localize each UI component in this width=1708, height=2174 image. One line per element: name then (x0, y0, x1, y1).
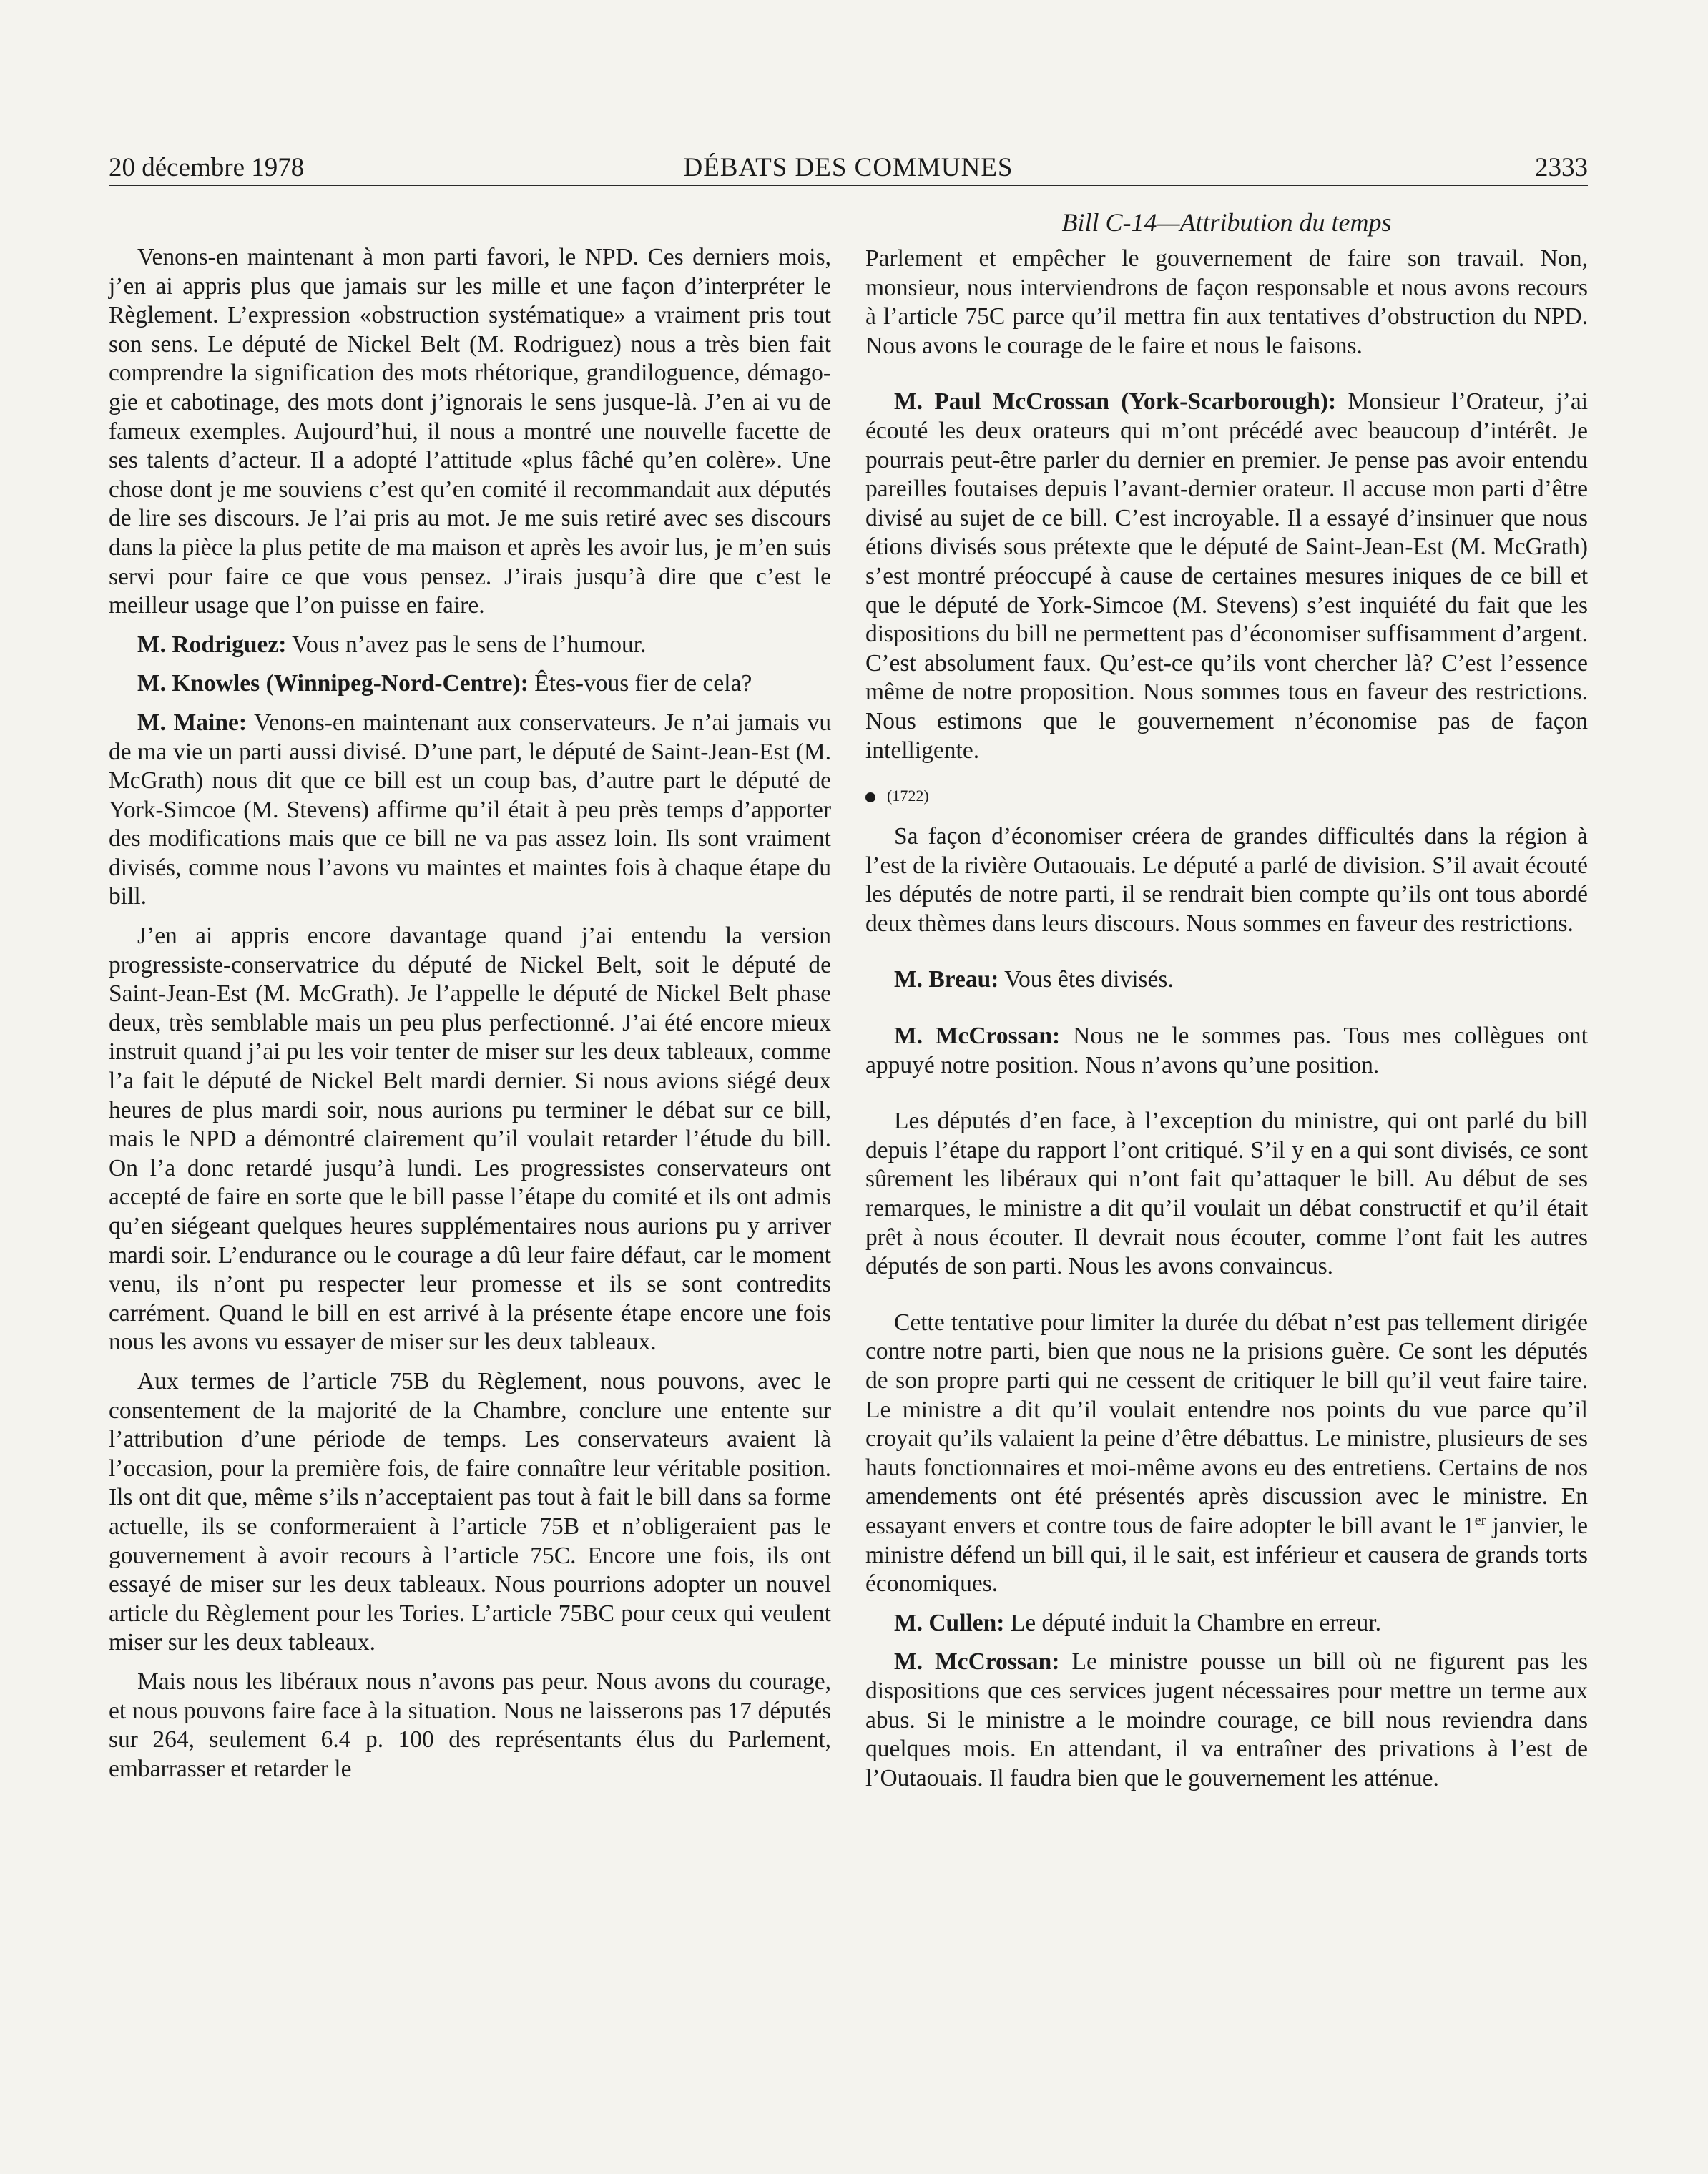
header-date: 20 décembre 1978 (109, 153, 305, 182)
speaker-name: M. McCrossan: (894, 1023, 1061, 1050)
speech-paragraph: M. Knowles (Winnipeg-Nord-Centre): Êtes-vous fier de cela? (137, 670, 752, 697)
speaker-name: M. Knowles (Winnipeg-Nord-Centre): (137, 670, 529, 697)
paragraph: Venons-en maintenant à mon parti favori, le NPD. Ces derniers mois, j’en ai appris plus que jamais sur les mille et une façon d’interpréter le Règlement. L’expression «obstruction systématique» a vraiment pris tout son sens. Le député de Nickel Belt (M. Rodriguez) nous a très bien fait comprendre la signification des mots rhétorique, grandiloguence, démagogie et cabotinage, des mots dont j’ignorais le sens jusque-là. J’en ai vu de fameux exemples. Aujourd’hui, il nous a montré une nouvelle facette de ses talents d’acteur. Il a adopté l’attitude «plus fâché qu’en colère». Une chose dont je me souviens c’est qu’en comité il recommandait aux députés de lire ses discours. Je l’ai pris au mot. Je me suis retiré avec ses discours dans la pièce la plus petite de ma maison et après les avoir lus, je m’en suis servi pour faire ce que vous pensez. J’irais jusqu’à dire que c’est le meilleur usage que l’on puisse en faire. (109, 244, 831, 619)
speech-paragraph: M. Cullen: Le député induit la Chambre en erreur. (894, 1609, 1381, 1636)
speech-paragraph: M. Breau: Vous êtes divisés. (894, 966, 1174, 993)
paragraph: Mais nous les libéraux nous n’avons pas peur. Nous avons du courage, et nous pouvons faire face à la situation. Nous ne laisserons pas 17 députés sur 264, seulement 6.4 p. 100 des représentants élus du Parlement, embarrasser et retarder le (109, 1668, 831, 1782)
right-column (865, 245, 1588, 1793)
page-header (109, 152, 1588, 186)
timestamp: (1722) (887, 787, 929, 805)
header-title: DÉBATS DES COMMUNES (683, 153, 1013, 182)
speaker-name: M. McCrossan: (894, 1648, 1060, 1676)
speech-paragraph: M. Paul McCrossan (York-Scarborough): Monsieur l’Orateur, j’ai écouté les deux orateurs qui m’ont précédé avec beaucoup d’intérêt. Je pourrais peut-être parler du dernier en premier. Je pense pas avoir entendu pareilles foutaises depuis l’avant-dernier orateur. Il accuse mon parti d’être divisé au sujet de ce bill. C’est incroyable. Il a essayé d’insinuer que nous étions divisés sous prétexte que le député de Saint-Jean-Est (M. McGrath) s’est montré préoccupé à cause de certaines mesures iniques de ce bill et que le député de York-Simcoe (M. Stevens) s’est inquiété du fait que les dispositions du bill ne permettent pas d’économiser suffisamment d’argent. C’est absolument faux. Qu’est-ce qu’ils vont chercher là? C’est l’essence même de notre proposition. Nous sommes tous en faveur des restrictions. Nous estimons que le gouvernement n’économise pas de façon intelligente. (865, 388, 1588, 764)
paragraph: Aux termes de l’article 75B du Règlement, nous pouvons, avec le consentement de la majorité de la Chambre, conclure une entente sur l’attribution d’une période de temps. Les conservateurs avaient là l’occasion, pour la première fois, de faire connaître leur véritable position. Ils ont dit que, même s’ils n’acceptaient pas tout à fait le bill dans sa forme actuelle, ils se conformeraient à l’article 75B et n’obligeraient pas le gouvernement à avoir recours à l’article 75C. Encore une fois, ils ont essayé de miser sur les deux tableaux. Nous pourrions adopter un nouvel article du Règlement pour les Tories. L’article 75BC pour ceux qui veulent miser sur les deux tableaux. (109, 1367, 831, 1656)
speaker-name: M. Breau: (894, 966, 999, 993)
speech-paragraph: M. Maine: Venons-en maintenant aux conservateurs. Je n’ai jamais vu de ma vie un parti aussi divisé. D’une part, le député de Saint-Jean-Est (M. McGrath) nous dit que ce bill est un coup bas, d’autre part le député de York-Simcoe (M. Stevens) affirme qu’il était à peu près temps d’apporter des modifications mais que ce bill ne va pas assez loin. Ils sont vraiment divisés, comme nous l’avons vu maintes et maintes fois à chaque étape du bill. (109, 709, 831, 910)
speech-paragraph: M. Rodriguez: Vous n’avez pas le sens de l’humour. (137, 631, 647, 658)
paragraph: Parlement et empêcher le gouvernement de faire son travail. Non, monsieur, nous interviendrons de façon responsable et nous avons recours à l’article 75C parce qu’il mettra fin aux tentatives d’obstruction du NPD. Nous avons le courage de le faire et nous le faisons. (865, 245, 1588, 359)
page-number: 2333 (1535, 153, 1588, 182)
speaker-name: M. Cullen: (894, 1609, 1005, 1636)
speech-paragraph: M. McCrossan: Nous ne le sommes pas. Tous mes collègues ont appuyé notre position. Nous n’avons qu’une position. (865, 1023, 1588, 1078)
timestamp-marker (865, 787, 1588, 805)
paragraph: Les députés d’en face, à l’exception du ministre, qui ont parlé du bill depuis l’étape du rapport l’ont critiqué. S’il y en a qui sont divisés, ce sont sûrement les libéraux qui n’ont fait qu’attaquer le bill. Au début de ses remarques, le ministre a dit qu’il voulait un débat constructif et qu’il était prêt à nous écouter. Il devrait nous écouter, comme l’ont fait les autres députés de son parti. Nous les avons convaincus. (865, 1108, 1588, 1280)
speaker-name: M. Paul McCrossan (York-Scarborough): (894, 388, 1337, 415)
speaker-name: M. Maine: (137, 709, 247, 736)
paragraph: Sa façon d’économiser créera de grandes difficultés dans la région à l’est de la rivière Outaouais. Le député a parlé de division. S’il avait écouté les députés de notre parti, il se rendrait bien compte qu’ils ont tous abordé deux thèmes dans leurs discours. Nous sommes en faveur des restrictions. (865, 823, 1588, 937)
left-column (109, 243, 831, 1784)
section-subheader: Bill C-14—Attribution du temps (1061, 208, 1392, 237)
bullet-icon (865, 792, 875, 802)
speaker-name: M. Rodriguez: (137, 631, 287, 658)
paragraph: Cette tentative pour limiter la durée du débat n’est pas tellement dirigée contre notre parti, bien que nous ne la prisions guère. Ce sont les députés de son propre parti qui ne cessent de critiquer le bill qu’il veut faire taire. Le ministre a dit qu’il voulait entendre nos points du vue parce qu’il croyait qu’ils valaient la peine d’être débattus. Le ministre, plusieurs de ses hauts fonctionnaires et moi-même avons eu des entretiens. Certains de nos amendements ont été présentés après discussion avec le ministre. En essayant envers et contre tous de faire adopter le bill avant le 1er janvier, le ministre défend un bill qui, il le sait, est inférieur et causera de grands torts économiques. (865, 1309, 1589, 1598)
speech-paragraph: M. McCrossan: Le ministre pousse un bill où ne figurent pas les dispositions que ces services jugent nécessaires pour mettre un terme aux abus. Si le ministre a le moindre courage, ce bill nous reviendra dans quelques mois. En attendant, il va entraîner des privations à l’est de l’Outaouais. Il faudra bien que le gouvernement les atténue. (865, 1648, 1588, 1791)
paragraph: J’en ai appris encore davantage quand j’ai entendu la version progressiste-conservatrice du député de Nickel Belt, soit le député de Saint-Jean-Est (M. McGrath). Je l’appelle le député de Nickel Belt phase deux, très semblable mais un peu plus perfectionné. J’ai été encore mieux instruit quand j’ai pu les voir tenter de miser sur les deux tableaux, comme l’a fait le député de Nickel Belt mardi dernier. Si nous avions siégé deux heures de plus mardi soir, nous aurions pu terminer le débat sur ce bill, mais le NPD a démontré clairement qu’il voulait retarder l’étude du bill. On l’a donc retardé jusqu’à lundi. Les progressistes conservateurs ont accepté de faire en sorte que le bill passe l’étape du comité et ils ont admis qu’en siégeant quelques heures supplémentaires nous aurions pu y arriver mardi soir. L’endurance ou le courage a dû leur faire défaut, car le moment venu, ils n’ont pu respecter leur promesse et ils se sont contredits carrément. Quand le bill en est arrivé à la présente étape encore une fois nous les avons vu essayer de miser sur les deux tableaux. (109, 923, 831, 1356)
